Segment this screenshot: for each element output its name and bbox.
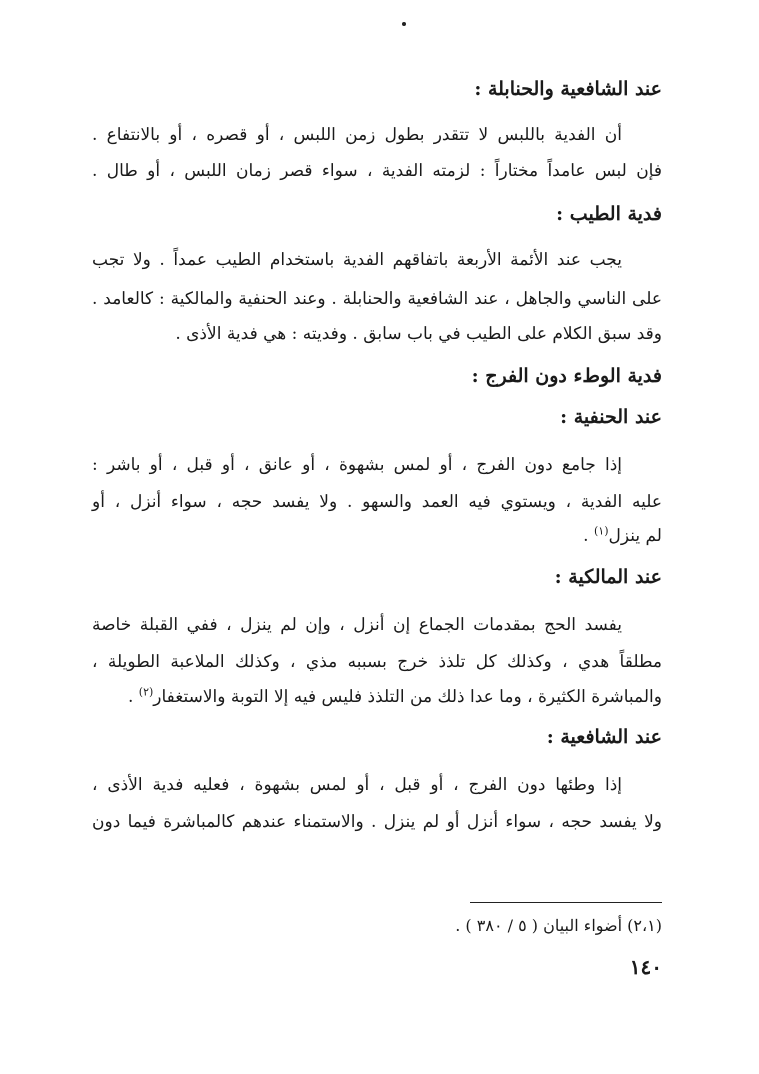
heading-perfume-ransom: فدية الطيب : xyxy=(556,203,662,225)
paragraph-line: يفسد الحج بمقدمات الجماع إن أنزل ، وإن لم ينزل ، ففي القبلة خاصة xyxy=(92,615,622,635)
paragraph-line: على الناسي والجاهل ، عند الشافعية والحنابلة . وعند الحنفية والمالكية : كالعامد . xyxy=(92,289,662,309)
line-end: . xyxy=(127,687,139,707)
heading-shafii: عند الشافعية : xyxy=(546,726,662,748)
paragraph-line xyxy=(92,683,662,711)
paragraph-line: وقد سبق الكلام على الطيب في باب سابق . وفديته : هي فدية الأذى . xyxy=(175,324,662,344)
footnote-marker: (١) xyxy=(593,524,609,538)
page-number: ١٤٠ xyxy=(629,955,662,979)
paragraph-line: إذا جامع دون الفرج ، أو لمس بشهوة ، أو عانق ، أو قبل ، أو باشر : xyxy=(92,455,622,475)
footnote: (٢،١) أضواء البيان ( ٥ / ٣٨٠ ) . xyxy=(455,916,662,935)
top-dot xyxy=(402,22,406,26)
line-text: لم ينزل xyxy=(608,526,662,546)
paragraph-line: يجب عند الأئمة الأربعة باتفاقهم الفدية باستخدام الطيب عمداً . ولا تجب xyxy=(92,250,622,270)
line-end: . xyxy=(583,526,594,546)
heading-maliki: عند المالكية : xyxy=(554,566,662,588)
heading-shafii-hanbali: عند الشافعية والحنابلة : xyxy=(474,78,662,100)
paragraph-line: عليه الفدية ، ويستوي فيه العمد والسهو . ولا يفسد حجه ، سواء أنزل ، أو xyxy=(92,492,662,512)
paragraph-line xyxy=(92,522,662,550)
heading-intercourse-ransom: فدية الوطء دون الفرج : xyxy=(471,365,662,387)
book-page xyxy=(92,0,662,1074)
paragraph-line: أن الفدية باللبس لا تتقدر بطول زمن اللبس ، أو قصره ، أو بالانتفاع . xyxy=(92,125,622,145)
paragraph-line: فإن لبس عامداً مختاراً : لزمته الفدية ، سواء قصر زمان اللبس ، أو طال . xyxy=(92,161,662,181)
paragraph-line: مطلقاً هدي ، وكذلك كل تلذذ خرج بسببه مذي ، وكذلك الملاعبة الطويلة ، xyxy=(92,652,662,672)
line-text: والمباشرة الكثيرة ، وما عدا ذلك من التلذذ فليس فيه إلا التوبة والاستغفار xyxy=(153,687,662,707)
paragraph-line: ولا يفسد حجه ، سواء أنزل أو لم ينزل . والاستمناء عندهم كالمباشرة فيما دون xyxy=(92,812,662,832)
heading-hanafi: عند الحنفية : xyxy=(560,406,662,428)
paragraph-line: إذا وطئها دون الفرج ، أو قبل ، أو لمس بشهوة ، فعليه فدية الأذى ، xyxy=(92,775,622,795)
footnote-marker: (٢) xyxy=(138,685,154,699)
footnote-divider xyxy=(470,902,662,903)
